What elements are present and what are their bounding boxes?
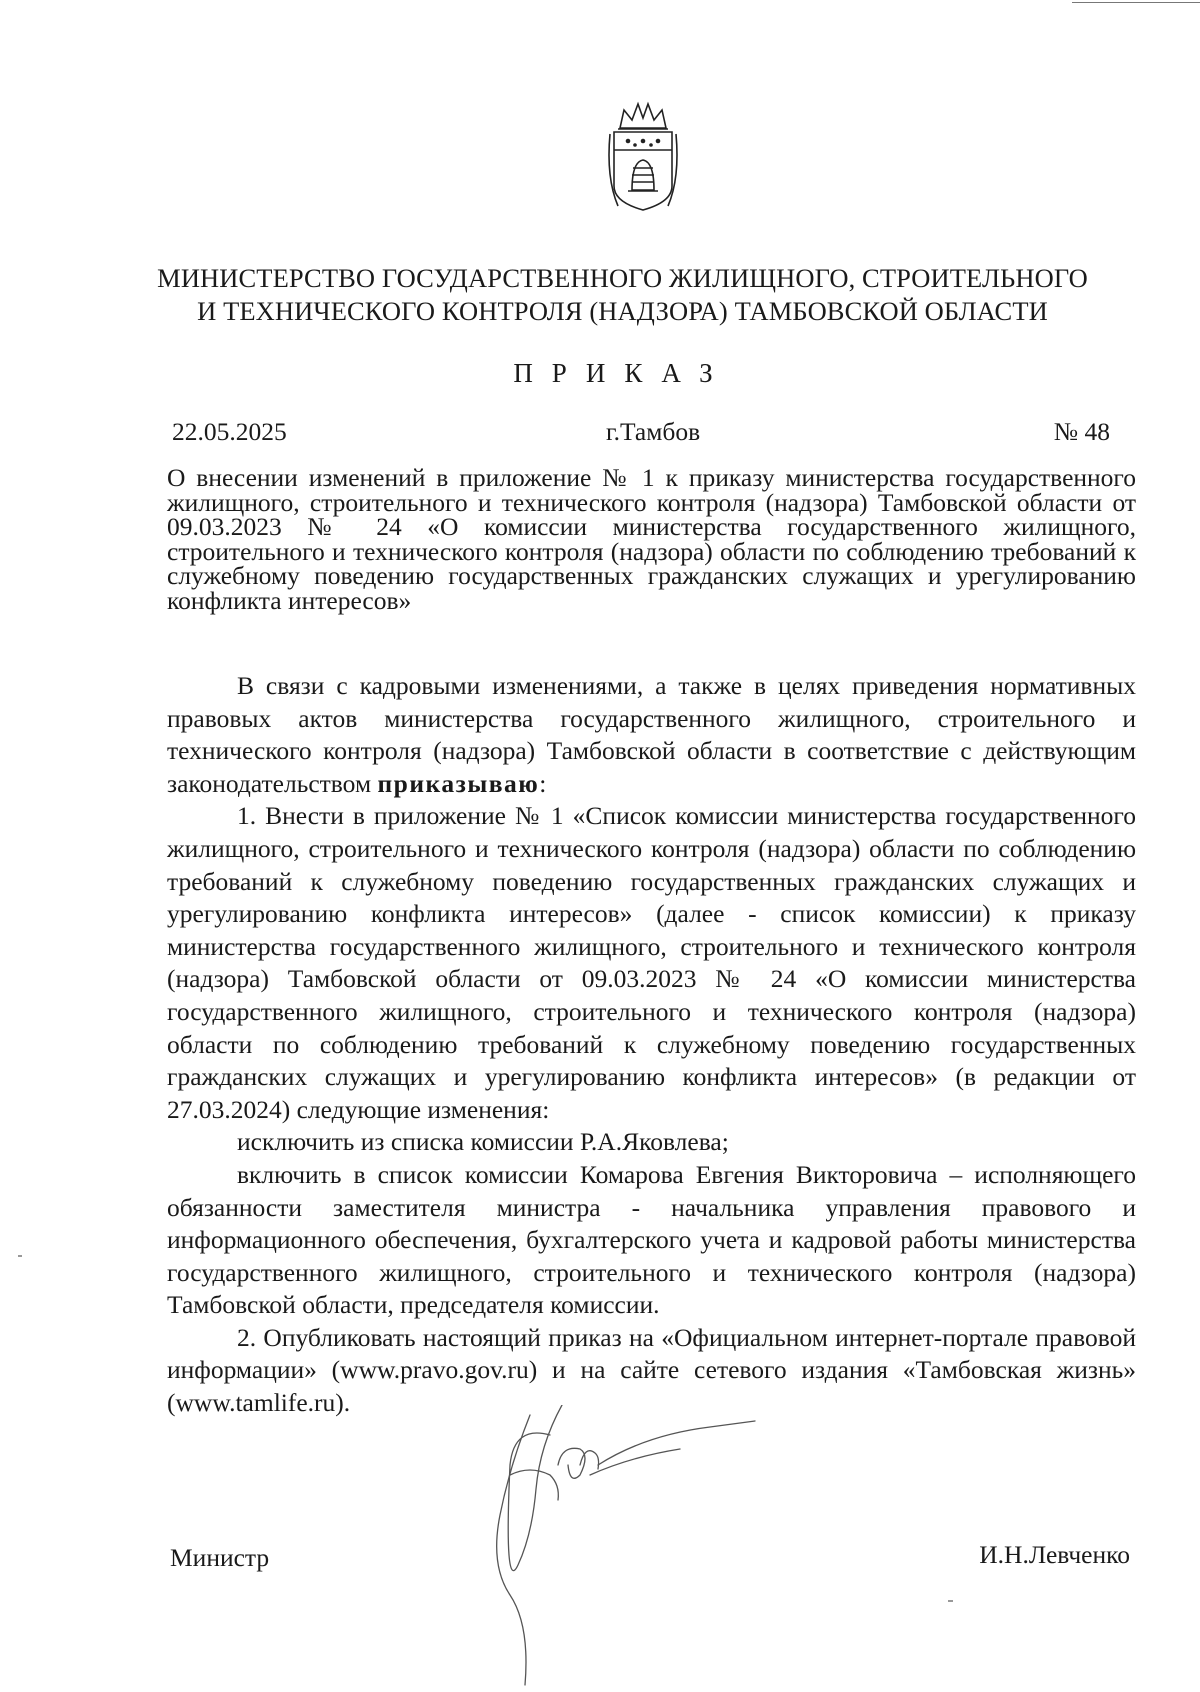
- handwritten-signature: [470, 1405, 800, 1692]
- item-2-paragraph: 2. Опубликовать настоящий приказ на «Официальном интернет-портале правовой информации» (www.pravo.gov.ru) и на сайте сетевого издания «Тамбовская жизнь» (www.tamlife.ru).: [167, 1322, 1136, 1418]
- order-subject: О внесении изменений в приложение № 1 к приказу министерства государственного жилищного, строительного и технического контроля (надзора) Тамбовской области от 09.03.2023 № 24 «О комиссии министерства государственного жилищного, строительного и технического контроля (надзора) области по соблюдению требований к служебному поведению государственных гражданских служащих и урегулированию конфликта интересов»: [167, 463, 1136, 615]
- preamble-text: В связи с кадровыми изменениями, а также в целях приведения нормативных правовых актов министерства государственного жилищного, строительного и технического контроля (надзора) Тамбовской области в соответствие с действующим законодательством: [167, 671, 1136, 798]
- include-paragraph: включить в список комиссии Комарова Евгения Викторовича – исполняющего обязанности заместителя министра - начальника управления правового и информационного обеспечения, бухгалтерского учета и кадровой работы министерства государственного жилищного, строительного и технического контроля (надзора) Тамбовской области, председателя комиссии.: [167, 1159, 1136, 1320]
- ministry-name-line-2: И ТЕХНИЧЕСКОГО КОНТРОЛЯ (НАДЗОРА) ТАМБОВСКОЙ ОБЛАСТИ: [197, 296, 1048, 326]
- item-1-paragraph: 1. Внести в приложение № 1 «Список комиссии министерства государственного жилищного, строительного и технического контроля (надзора) области по соблюдению требований к служебному поведению государственных гражданских служащих и урегулированию конфликта интересов» (далее - список комиссии) к приказу министерства государственного жилищного, строительного и технического контроля (надзора) Тамбовской области от 09.03.2023 № 24 «О комиссии министерства государственного жилищного, строительного и технического контроля (надзора) области по соблюдению требований к служебному поведению государственных гражданских служащих и урегулированию конфликта интересов» (в редакции от 27.03.2024) следующие изменения:: [167, 801, 1136, 1124]
- order-date: 22.05.2025: [172, 417, 287, 446]
- preamble-paragraph: [167, 670, 1136, 800]
- signatory-name: И.Н.Левченко: [979, 1540, 1130, 1569]
- scan-edge-mark: [1072, 2, 1200, 3]
- ministry-name-line-1: МИНИСТЕРСТВО ГОСУДАРСТВЕННОГО ЖИЛИЩНОГО, СТРОИТЕЛЬНОГО: [157, 263, 1088, 293]
- coat-of-arms-icon: [602, 98, 684, 218]
- preamble-bold-word: приказываю: [377, 768, 540, 798]
- order-body: [167, 670, 1136, 1420]
- document-type-title: ПРИКАЗ: [513, 358, 732, 388]
- preamble-colon: :: [539, 768, 547, 798]
- scan-speck: [948, 1600, 953, 1602]
- order-city: г.Тамбов: [606, 417, 701, 446]
- signatory-position: Министр: [170, 1543, 270, 1572]
- ministry-name: [150, 262, 1095, 328]
- scan-speck: [18, 1255, 22, 1257]
- order-number: № 48: [1053, 417, 1110, 446]
- exclude-paragraph: исключить из списка комиссии Р.А.Яковлева;: [237, 1127, 729, 1157]
